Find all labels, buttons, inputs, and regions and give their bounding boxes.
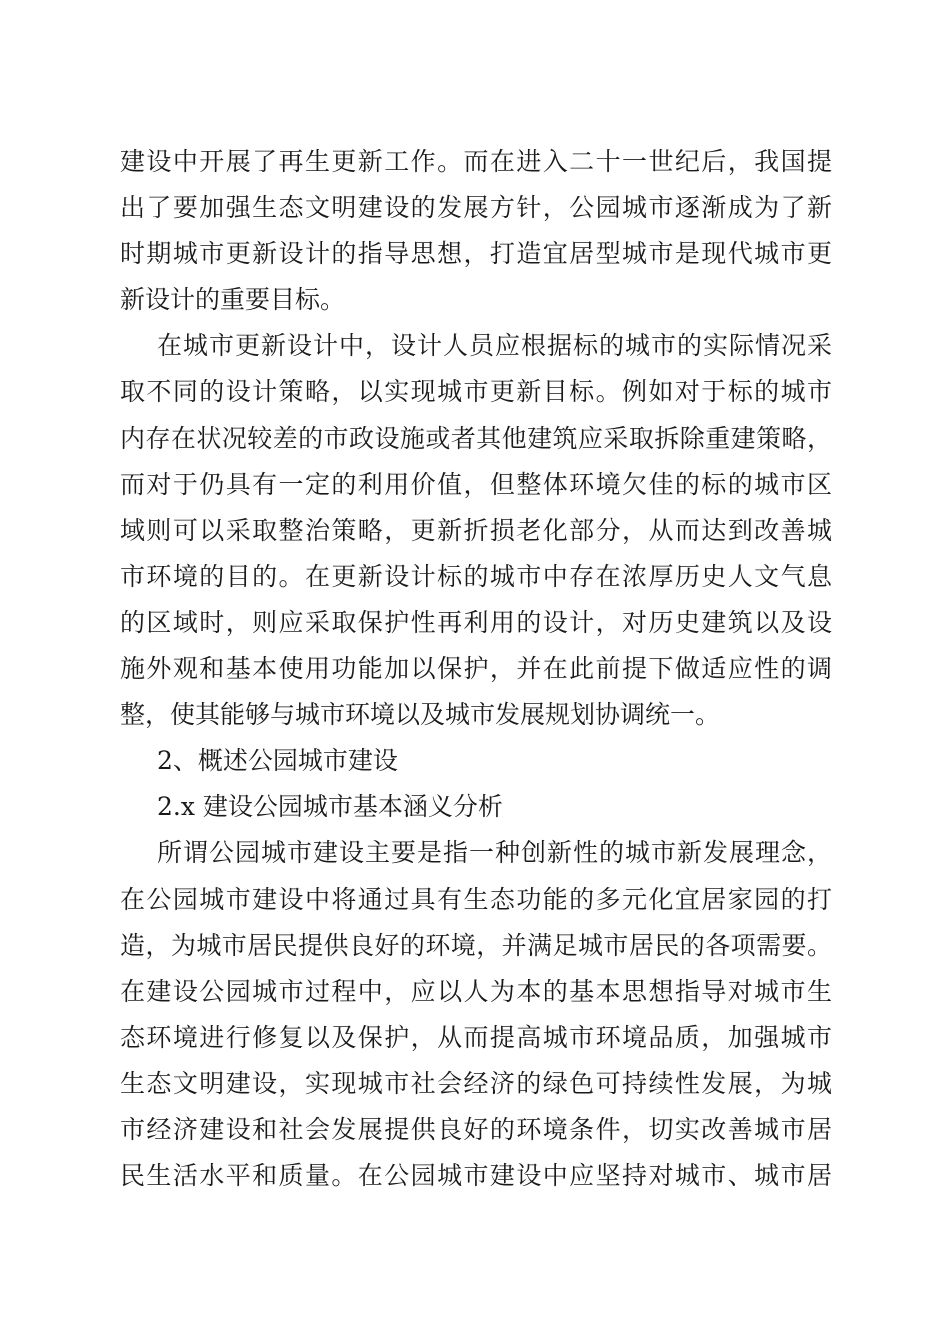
- text-line: 所谓公园城市建设主要是指一种创新性的城市新发展理念，: [157, 838, 832, 868]
- text-line: 时期城市更新设计的指导思想，打造宜居型城市是现代城市更: [120, 239, 832, 269]
- text-line: 态环境进行修复以及保护，从而提高城市环境品质，加强城市: [120, 1022, 832, 1052]
- section-heading: 2、概述公园城市建设: [157, 746, 398, 776]
- text-line: 取不同的设计策略，以实现城市更新目标。例如对于标的城市: [120, 377, 832, 407]
- text-line: 市环境的目的。在更新设计标的城市中存在浓厚历史人文气息: [120, 561, 832, 591]
- text-line: 整，使其能够与城市环境以及城市发展规划协调统一。: [120, 700, 721, 730]
- paragraph-2: [120, 323, 832, 738]
- text-line: 内存在状况较差的市政设施或者其他建筑应采取拆除重建策略，: [120, 423, 832, 453]
- text-line: 在公园城市建设中将通过具有生态功能的多元化宜居家园的打: [120, 884, 832, 914]
- paragraph-1: [120, 139, 832, 323]
- text-line: 建设中开展了再生更新工作。而在进入二十一世纪后，我国提: [120, 147, 832, 176]
- document-body: [120, 139, 832, 1199]
- text-line: 域则可以采取整治策略，更新折损老化部分，从而达到改善城: [120, 515, 832, 545]
- text-line: 在建设公园城市过程中，应以人为本的基本思想指导对城市生: [120, 976, 832, 1006]
- text-line: 民生活水平和质量。在公园城市建设中应坚持对城市、城市居: [120, 1161, 832, 1191]
- paragraph-3: [120, 830, 832, 1199]
- text-line: 而对于仍具有一定的利用价值，但整体环境欠佳的标的城市区: [120, 469, 832, 499]
- text-line: 的区域时，则应采取保护性再利用的设计，对历史建筑以及设: [120, 607, 832, 637]
- text-line: 在城市更新设计中，设计人员应根据标的城市的实际情况采: [157, 331, 832, 361]
- text-line: 新设计的重要目标。: [120, 285, 346, 315]
- text-line: 生态文明建设，实现城市社会经济的绿色可持续性发展，为城: [120, 1068, 832, 1098]
- text-line: 出了要加强生态文明建设的发展方针，公园城市逐渐成为了新: [120, 193, 832, 223]
- text-line: 市经济建设和社会发展提供良好的环境条件，切实改善城市居: [120, 1114, 832, 1144]
- text-line: 造，为城市居民提供良好的环境，并满足城市居民的各项需要。: [120, 930, 832, 960]
- subsection-heading: 2.x 建设公园城市基本涵义分析: [157, 792, 503, 822]
- text-line: 施外观和基本使用功能加以保护，并在此前提下做适应性的调: [120, 654, 832, 684]
